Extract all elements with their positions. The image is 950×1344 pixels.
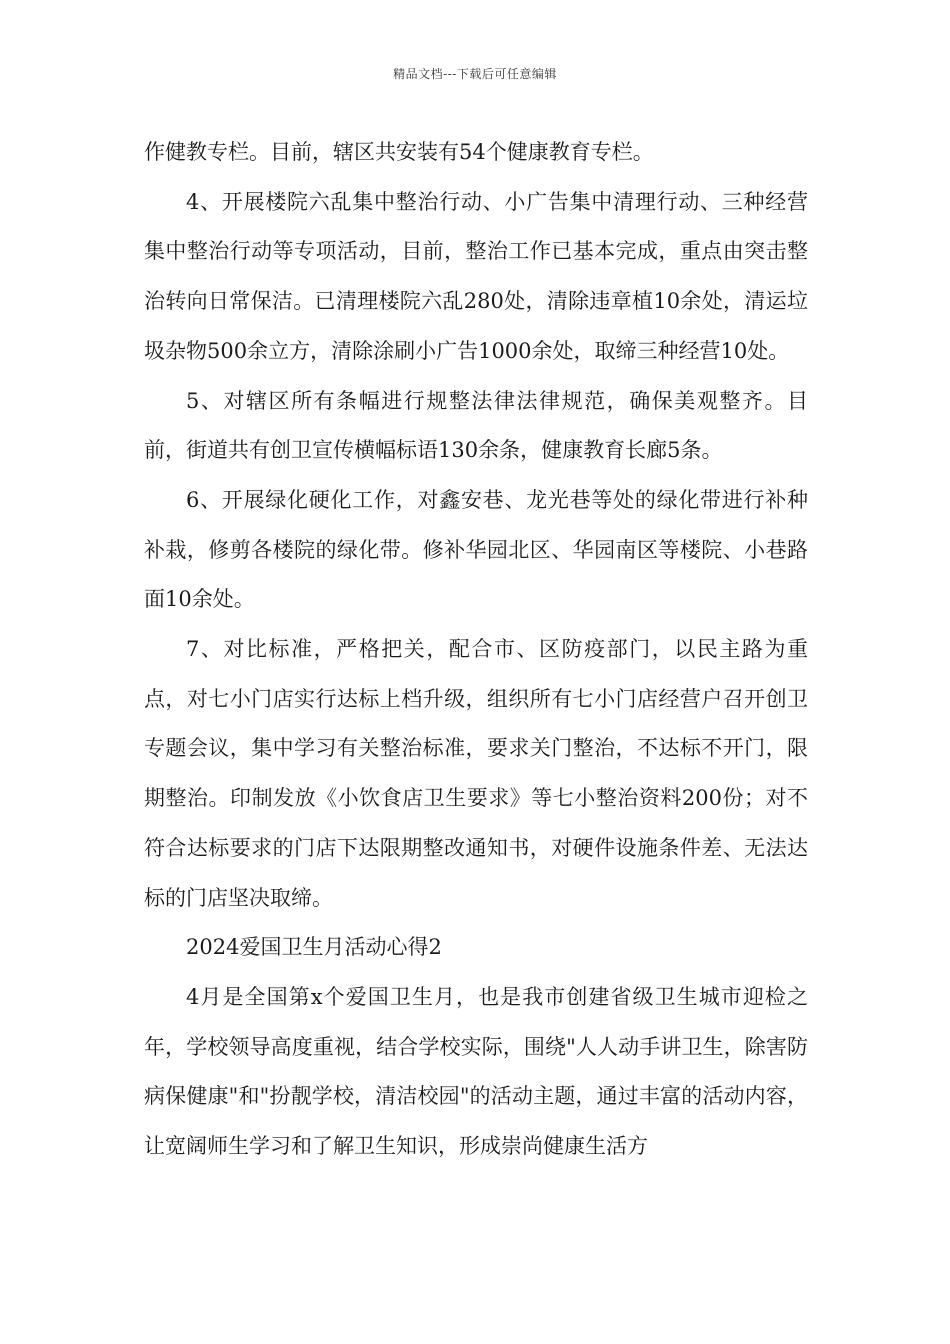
paragraph-3: 5、对辖区所有条幅进行规整法律法律规范，确保美观整齐。目前，街道共有创卫宣传横幅标语130余条，健康教育长廊5条。 bbox=[144, 388, 808, 463]
document-body bbox=[144, 128, 808, 1172]
paragraph-1: 作健教专栏。目前，辖区共安装有54个健康教育专栏。 bbox=[144, 140, 654, 164]
paragraph-2: 4、开展楼院六乱集中整治行动、小广告集中清理行动、三种经营集中整治行动等专项活动，目前，整治工作已基本完成，重点由突击整治转向日常保洁。已清理楼院六乱280处，清除违章植10余处，清运垃圾杂物500余立方，清除涂刷小广告1000余处，取缔三种经营10处。 bbox=[144, 189, 808, 363]
paragraph-5: 7、对比标准，严格把关，配合市、区防疫部门，以民主路为重点，对七小门店实行达标上档升级，组织所有七小门店经营户召开创卫专题会议，集中学习有关整治标准，要求关门整治，不达标不开门，限期整治。印制发放《小饮食店卫生要求》等七小整治资料200份；对不符合达标要求的门店下达限期整改通知书，对硬件设施条件差、无法达标的门店坚决取缔。 bbox=[144, 637, 808, 910]
paragraph-6: 4月是全国第x个爱国卫生月，也是我市创建省级卫生城市迎检之年，学校领导高度重视，结合学校实际，围绕"人人动手讲卫生，除害防病保健康"和"扮靓学校，清洁校园"的活动主题，通过丰富的活动内容，让宽阔师生学习和了解卫生知识，形成崇尚健康生活方 bbox=[144, 984, 808, 1159]
page-header: 精品文档---下载后可任意编辑 bbox=[393, 67, 557, 81]
section-heading: 2024爱国卫生月活动心得2 bbox=[186, 935, 442, 960]
paragraph-4: 6、开展绿化硬化工作，对鑫安巷、龙光巷等处的绿化带进行补种补栽，修剪各楼院的绿化带。修补华园北区、华园南区等楼院、小巷路面10余处。 bbox=[144, 487, 808, 612]
